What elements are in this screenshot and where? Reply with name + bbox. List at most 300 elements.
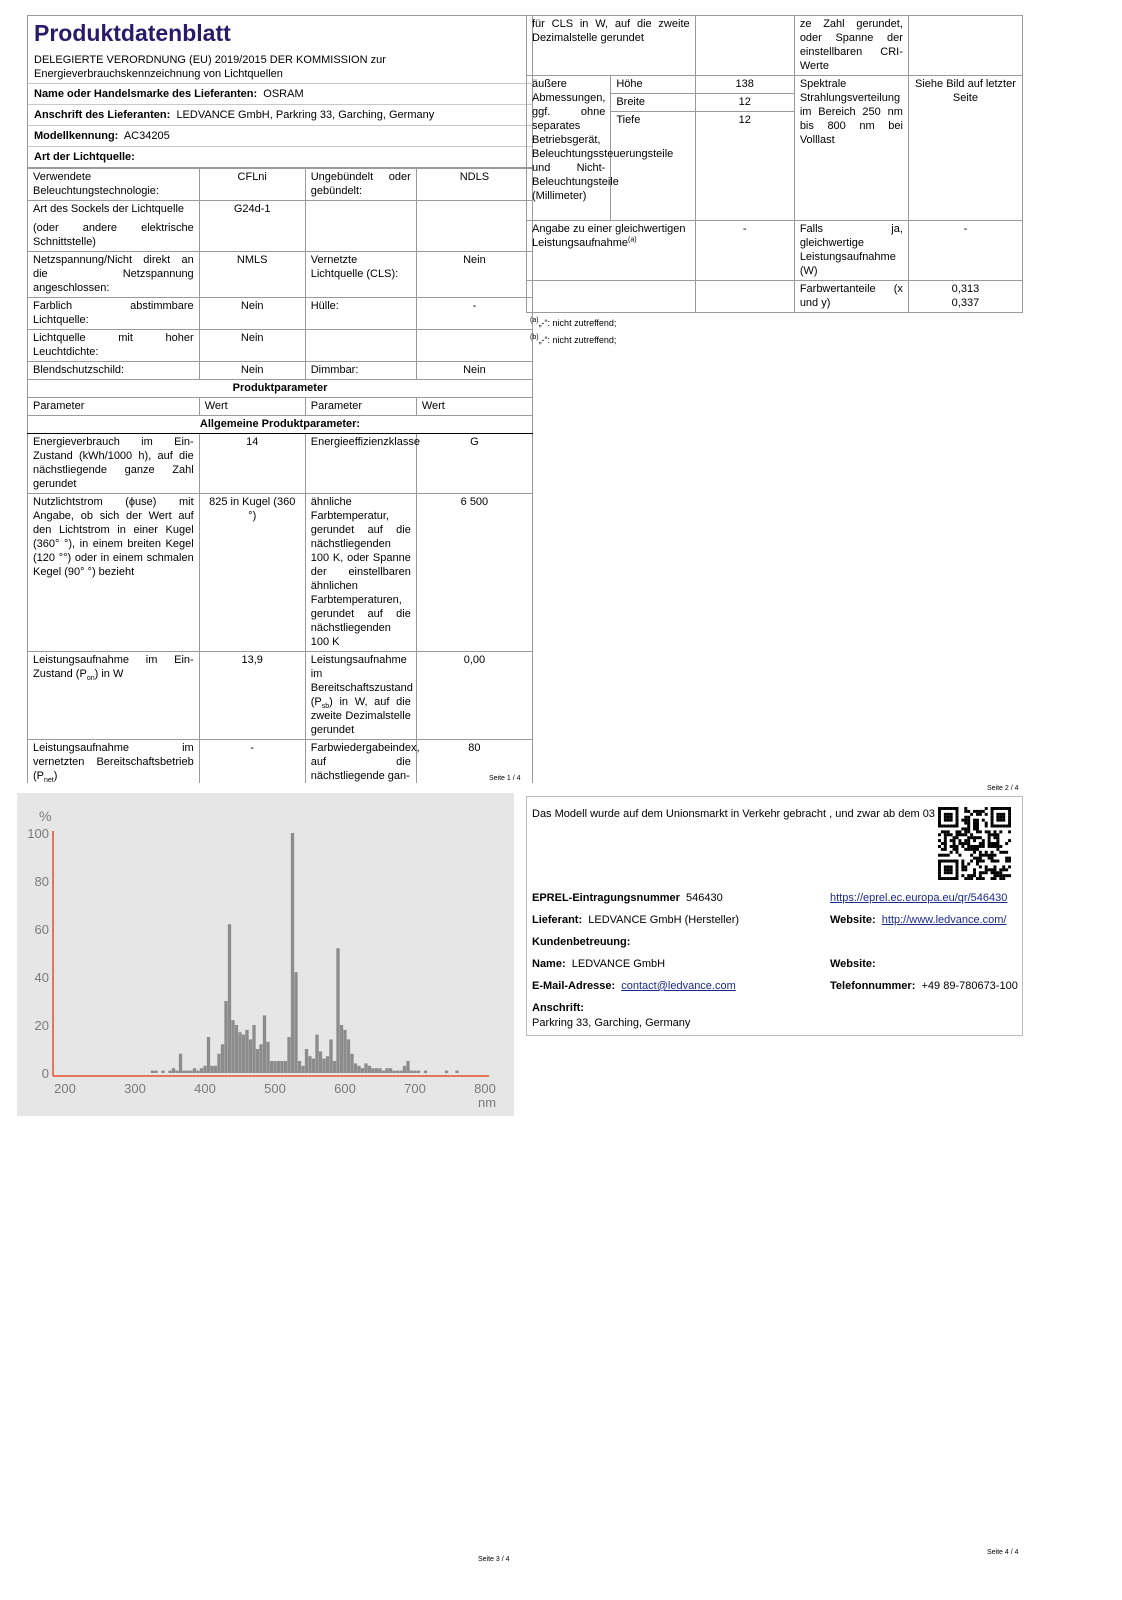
spectrum-bar <box>406 1061 409 1073</box>
qr-module <box>979 810 982 813</box>
spectrum-bar <box>210 1066 213 1073</box>
mains-value: NMLS <box>199 252 305 298</box>
qr-module <box>985 830 988 833</box>
spectrum-bar <box>424 1071 427 1073</box>
qr-module <box>976 819 979 822</box>
qr-module <box>999 819 1002 822</box>
qr-module <box>985 807 988 810</box>
qr-module <box>967 810 970 813</box>
qr-module <box>944 833 947 836</box>
address-heading <box>532 1001 584 1015</box>
supplier-name-row <box>28 84 532 105</box>
qr-module <box>970 854 973 857</box>
qr-module <box>976 822 979 825</box>
qr-module <box>944 839 947 842</box>
qr-code-icon <box>938 807 1011 880</box>
qr-module <box>944 819 947 822</box>
qr-module <box>973 810 976 813</box>
qr-module <box>973 819 976 822</box>
energy-value: 14 <box>199 434 305 494</box>
qr-module <box>1002 813 1005 816</box>
spectrum-bar <box>396 1071 399 1073</box>
qr-module <box>950 851 953 854</box>
dimmable-label: Dimmbar: <box>305 362 416 380</box>
qr-module <box>941 830 944 833</box>
page-number-3: Seite 3 / 4 <box>478 1556 510 1563</box>
qr-module <box>979 874 982 877</box>
spectrum-bar <box>266 1042 269 1073</box>
qr-module <box>944 845 947 848</box>
qr-module <box>964 848 967 851</box>
phone-label: Telefonnummer: <box>830 980 916 992</box>
qr-module <box>999 825 1002 828</box>
model-value: AC34205 <box>123 130 170 142</box>
qr-module <box>1008 807 1011 810</box>
qr-module <box>967 877 970 880</box>
chroma-y: 0,337 <box>951 297 980 309</box>
spectrum-bar <box>263 1015 266 1073</box>
qr-module <box>964 868 967 871</box>
spectrum-bar <box>277 1061 280 1073</box>
qr-module <box>996 825 999 828</box>
x-tick-label: 200 <box>54 1081 76 1096</box>
empty-cell <box>695 281 794 313</box>
qr-module <box>961 833 964 836</box>
qr-module <box>973 825 976 828</box>
qr-module <box>991 854 994 857</box>
envelope-label: Hülle: <box>305 298 416 330</box>
website2-row <box>830 957 876 971</box>
regulation-text <box>34 53 526 81</box>
qr-module <box>985 825 988 828</box>
spectrum-bar <box>221 1044 224 1073</box>
qr-module <box>999 877 1002 880</box>
y-tick-label: 40 <box>34 970 49 985</box>
chroma-x: 0,313 <box>951 283 980 295</box>
name-label: Name: <box>532 958 566 970</box>
qr-module <box>1008 860 1011 863</box>
spectrum-bar <box>389 1068 392 1073</box>
spectrum-bar <box>312 1059 315 1073</box>
qr-module <box>985 871 988 874</box>
email-label: E-Mail-Adresse: <box>532 980 616 992</box>
y-tick-label: 100 <box>27 826 49 841</box>
qr-module <box>1002 874 1005 877</box>
qr-module <box>976 810 979 813</box>
qr-module <box>944 860 947 863</box>
qr-module <box>976 830 979 833</box>
qr-module <box>938 862 941 865</box>
supplier-value: LEDVANCE GmbH (Hersteller) <box>588 914 740 926</box>
qr-module <box>944 842 947 845</box>
email-link[interactable]: contact@ledvance.com <box>621 980 736 992</box>
qr-module <box>967 819 970 822</box>
qr-module <box>953 877 956 880</box>
qr-module <box>938 810 941 813</box>
product-params-heading: Produktparameter <box>28 380 533 398</box>
width-label: Breite <box>611 94 695 112</box>
qr-module <box>1008 819 1011 822</box>
spectrum-bar <box>151 1071 154 1073</box>
qr-module <box>964 816 967 819</box>
spectrum-bar <box>392 1071 395 1073</box>
qr-module <box>938 819 941 822</box>
spectrum-bar <box>308 1056 311 1073</box>
psb-label <box>305 652 416 740</box>
supplier-label: Lieferant: <box>532 914 583 926</box>
spectrum-bar <box>291 833 294 1073</box>
qr-module <box>996 842 999 845</box>
table-row <box>28 398 533 416</box>
light-source-type-label: Art der Lichtquelle: <box>34 151 135 163</box>
qr-module <box>979 836 982 839</box>
high-luminance-label: Lichtquelle mit hoher Leuchtdichte: <box>28 330 200 362</box>
spectrum-bar <box>336 948 339 1073</box>
qr-module <box>993 833 996 836</box>
spectrum-bar <box>287 1037 290 1073</box>
qr-module <box>947 877 950 880</box>
qr-module <box>941 877 944 880</box>
qr-module <box>958 833 961 836</box>
table-row <box>527 76 1023 94</box>
qr-module <box>953 845 956 848</box>
efficiency-class-label: Energieeffizienzklasse <box>305 434 416 494</box>
qr-module <box>991 807 994 810</box>
qr-module <box>964 839 967 842</box>
footnote-a-text: „-“: nicht zutreffend; <box>538 318 617 328</box>
qr-module <box>1002 877 1005 880</box>
qr-module <box>956 813 959 816</box>
qr-module <box>979 865 982 868</box>
qr-module <box>979 813 982 816</box>
qr-module <box>1002 825 1005 828</box>
qr-module <box>1002 816 1005 819</box>
qr-module <box>970 833 973 836</box>
qr-module <box>950 877 953 880</box>
qr-module <box>996 871 999 874</box>
product-table-continued <box>526 15 1023 313</box>
cri-label: Farbwiedergabeindex, auf die nächstliegende gan- <box>305 740 416 784</box>
qr-module <box>941 825 944 828</box>
cont-left: für CLS in W, auf die zweite Dezimalstelle gerundet <box>527 16 696 76</box>
spectrum-bar <box>284 1061 287 1073</box>
qr-module <box>1008 825 1011 828</box>
qr-module <box>999 816 1002 819</box>
website2-label: Website: <box>830 958 876 970</box>
spectrum-bar <box>231 1020 234 1073</box>
qr-module <box>967 836 970 839</box>
equiv-label-text: Angabe zu einer gleichwertigen Leistungsaufnahme <box>532 223 686 249</box>
qr-module <box>967 862 970 865</box>
qr-module <box>985 822 988 825</box>
spectrum-bar <box>196 1071 199 1073</box>
qr-module <box>988 839 991 842</box>
qr-module <box>964 865 967 868</box>
qr-module <box>956 868 959 871</box>
qr-module <box>988 857 991 860</box>
qr-module <box>982 860 985 863</box>
qr-module <box>973 851 976 854</box>
glare-value: Nein <box>199 362 305 380</box>
glare-label: Blendschutzschild: <box>28 362 200 380</box>
spectrum-bar <box>235 1025 238 1073</box>
y-tick-label: 0 <box>41 1066 49 1081</box>
qr-module <box>1008 865 1011 868</box>
qr-module <box>982 845 985 848</box>
supplier-name-value: OSRAM <box>263 88 304 100</box>
x-tick-label: 300 <box>124 1081 146 1096</box>
qr-module <box>950 871 953 874</box>
address-label: Anschrift: <box>532 1002 584 1014</box>
qr-module <box>993 830 996 833</box>
qr-module <box>967 830 970 833</box>
qr-module <box>991 857 994 860</box>
y-axis-label: % <box>39 808 52 824</box>
qr-module <box>956 845 959 848</box>
pon-label <box>28 652 200 740</box>
dims-label: äußere Abmessungen, ggf. ohne separates Betriebsgerät, Beleuchtungssteuerungsteile und Nicht-Beleuchtungsteile (Millimeter) <box>527 76 611 221</box>
qr-module <box>991 877 994 880</box>
spectrum-bar <box>224 1001 227 1073</box>
table-row <box>28 330 533 362</box>
qr-module <box>956 807 959 810</box>
pnet-value: - <box>199 740 305 784</box>
qr-module <box>985 851 988 854</box>
spectrum-bar <box>378 1068 381 1073</box>
spectrum-bar <box>305 1049 308 1073</box>
energy-label: Energieverbrauch im Ein-Zustand (kWh/1000 h), auf die nächstliegende ganze Zahl gerundet <box>28 434 200 494</box>
qr-module <box>996 848 999 851</box>
qr-module <box>944 836 947 839</box>
website-link[interactable]: http://www.ledvance.com/ <box>881 914 1007 926</box>
technology-value: CFLni <box>199 169 305 201</box>
qr-module <box>996 813 999 816</box>
qr-module <box>979 877 982 880</box>
qr-module <box>982 842 985 845</box>
qr-module <box>973 845 976 848</box>
width-value: 12 <box>695 94 794 112</box>
empty-cell <box>695 129 794 221</box>
page-number-1: Seite 1 / 4 <box>489 775 521 782</box>
website-row <box>830 913 1007 927</box>
connected-label: Vernetzte Lichtquelle (CLS): <box>305 252 416 298</box>
qr-module <box>1005 868 1008 871</box>
qr-module <box>979 830 982 833</box>
qr-module <box>956 865 959 868</box>
qr-module <box>973 822 976 825</box>
qr-module <box>961 845 964 848</box>
page-number-4: Seite 4 / 4 <box>987 1549 1019 1556</box>
qr-module <box>1008 857 1011 860</box>
qr-module <box>976 827 979 830</box>
qr-module <box>982 871 985 874</box>
qr-module <box>976 862 979 865</box>
y-tick-label: 60 <box>34 922 49 937</box>
qr-module <box>938 813 941 816</box>
qr-module <box>991 871 994 874</box>
page-4 <box>526 796 1023 1036</box>
qr-module <box>970 877 973 880</box>
qr-module <box>985 854 988 857</box>
qr-module <box>991 845 994 848</box>
address-value: Parkring 33, Garching, Germany <box>532 1017 691 1029</box>
spectrum-bar <box>245 1030 248 1073</box>
qr-module <box>993 842 996 845</box>
qr-module <box>956 822 959 825</box>
qr-module <box>958 854 961 857</box>
qr-module <box>976 845 979 848</box>
spectrum-bar <box>399 1071 402 1073</box>
qr-module <box>953 825 956 828</box>
qr-module <box>944 868 947 871</box>
qr-module <box>964 842 967 845</box>
qr-module <box>938 877 941 880</box>
qr-module <box>947 807 950 810</box>
dimmable-value: Nein <box>416 362 532 380</box>
qr-module <box>956 877 959 880</box>
qr-module <box>1002 868 1005 871</box>
x-tick-label: 400 <box>194 1081 216 1096</box>
spectrum-bar <box>273 1061 276 1073</box>
qr-module <box>967 842 970 845</box>
qr-module <box>947 865 950 868</box>
qr-module <box>973 874 976 877</box>
qr-module <box>941 807 944 810</box>
qr-module <box>938 839 941 842</box>
qr-module <box>988 854 991 857</box>
qr-module <box>938 833 941 836</box>
pon-value: 13,9 <box>199 652 305 740</box>
psb-sub: sb <box>321 703 330 711</box>
spectrum-bar <box>350 1054 353 1073</box>
y-ticks-group <box>27 826 49 1081</box>
equiv-power-value: - <box>908 221 1022 281</box>
pnet-label-a: Leistungsaufnahme im vernetzten Bereitschaftsbetrieb (P <box>33 742 194 782</box>
spectrum-bar <box>189 1071 192 1073</box>
psb-value: 0,00 <box>416 652 532 740</box>
pnet-label-b: ) <box>53 770 58 782</box>
empty-cell <box>416 201 532 252</box>
email-row <box>532 979 736 993</box>
qr-module <box>976 857 979 860</box>
spectrum-bar <box>340 1025 343 1073</box>
qr-module <box>993 860 996 863</box>
chroma-value <box>908 281 1022 313</box>
qr-module <box>979 871 982 874</box>
table-row <box>28 740 533 784</box>
height-value: 138 <box>695 76 794 94</box>
qr-module <box>982 854 985 857</box>
x-axis-label: nm <box>477 1095 497 1110</box>
spectral-label: Spektrale Strahlungsverteilung im Bereich 250 nm bis 800 nm bei Volllast <box>794 76 908 221</box>
flux-value: 825 in Kugel (360 °) <box>199 494 305 652</box>
spectrum-bar <box>403 1066 406 1073</box>
eprel-link-text[interactable]: https://eprel.ec.europa.eu/qr/546430 <box>830 892 1008 904</box>
spectrum-bar <box>368 1066 371 1073</box>
qr-module <box>1008 816 1011 819</box>
qr-module <box>970 848 973 851</box>
spectrum-bar <box>200 1068 203 1073</box>
qr-module <box>991 813 994 816</box>
high-luminance-value: Nein <box>199 330 305 362</box>
spectrum-bar <box>259 1044 262 1073</box>
qr-module <box>985 868 988 871</box>
efficiency-class-value: G <box>416 434 532 494</box>
chroma-label: Farbwertanteile (x und y) <box>794 281 908 313</box>
qr-module <box>947 830 950 833</box>
spectrum-bar <box>203 1066 206 1073</box>
qr-module <box>938 825 941 828</box>
qr-module <box>991 825 994 828</box>
qr-module <box>961 842 964 845</box>
qr-module <box>967 848 970 851</box>
qr-module <box>956 860 959 863</box>
footnote-a-mark: (a) <box>530 317 539 324</box>
eprel-link[interactable] <box>830 891 1007 905</box>
spectrum-chart <box>17 793 514 1116</box>
qr-module <box>973 848 976 851</box>
spectrum-bar <box>361 1068 364 1073</box>
qr-module <box>999 871 1002 874</box>
qr-module <box>976 813 979 816</box>
qr-module <box>991 810 994 813</box>
spectrum-bar <box>179 1054 182 1073</box>
qr-module <box>982 877 985 880</box>
market-text: Das Modell wurde auf dem Unionsmarkt in Verkehr gebracht , und zwar ab dem 03 <box>532 808 935 820</box>
qr-module <box>991 868 994 871</box>
qr-module <box>988 833 991 836</box>
qr-module <box>941 854 944 857</box>
qr-module <box>976 848 979 851</box>
qr-module <box>985 813 988 816</box>
x-tick-label: 500 <box>264 1081 286 1096</box>
qr-module <box>999 868 1002 871</box>
table-row <box>527 221 1023 281</box>
qr-module <box>996 839 999 842</box>
pon-sub: on <box>86 675 95 683</box>
qr-module <box>982 810 985 813</box>
qr-module <box>991 816 994 819</box>
pnet-sub: net <box>44 777 54 783</box>
equiv-power-label: Falls ja, gleichwertige Leistungsaufnahme (W) <box>794 221 908 281</box>
spectrum-bar <box>371 1068 374 1073</box>
qr-module <box>947 816 950 819</box>
qr-module <box>941 848 944 851</box>
qr-module <box>1005 874 1008 877</box>
qr-module <box>956 819 959 822</box>
qr-module <box>950 825 953 828</box>
qr-module <box>999 813 1002 816</box>
qr-module <box>988 868 991 871</box>
qr-module <box>982 819 985 822</box>
qr-module <box>979 854 982 857</box>
empty-cell <box>305 330 416 362</box>
socket-value: G24d-1 <box>199 201 305 252</box>
qr-module <box>964 877 967 880</box>
qr-module <box>953 807 956 810</box>
qr-module <box>999 807 1002 810</box>
qr-module <box>947 871 950 874</box>
qr-module <box>938 868 941 871</box>
qr-module <box>944 848 947 851</box>
qr-module <box>958 839 961 842</box>
table-row <box>28 169 533 201</box>
spectrum-bar <box>343 1030 346 1073</box>
qr-module <box>988 845 991 848</box>
table-row <box>527 16 1023 76</box>
qr-module <box>1005 807 1008 810</box>
qr-module <box>973 839 976 842</box>
